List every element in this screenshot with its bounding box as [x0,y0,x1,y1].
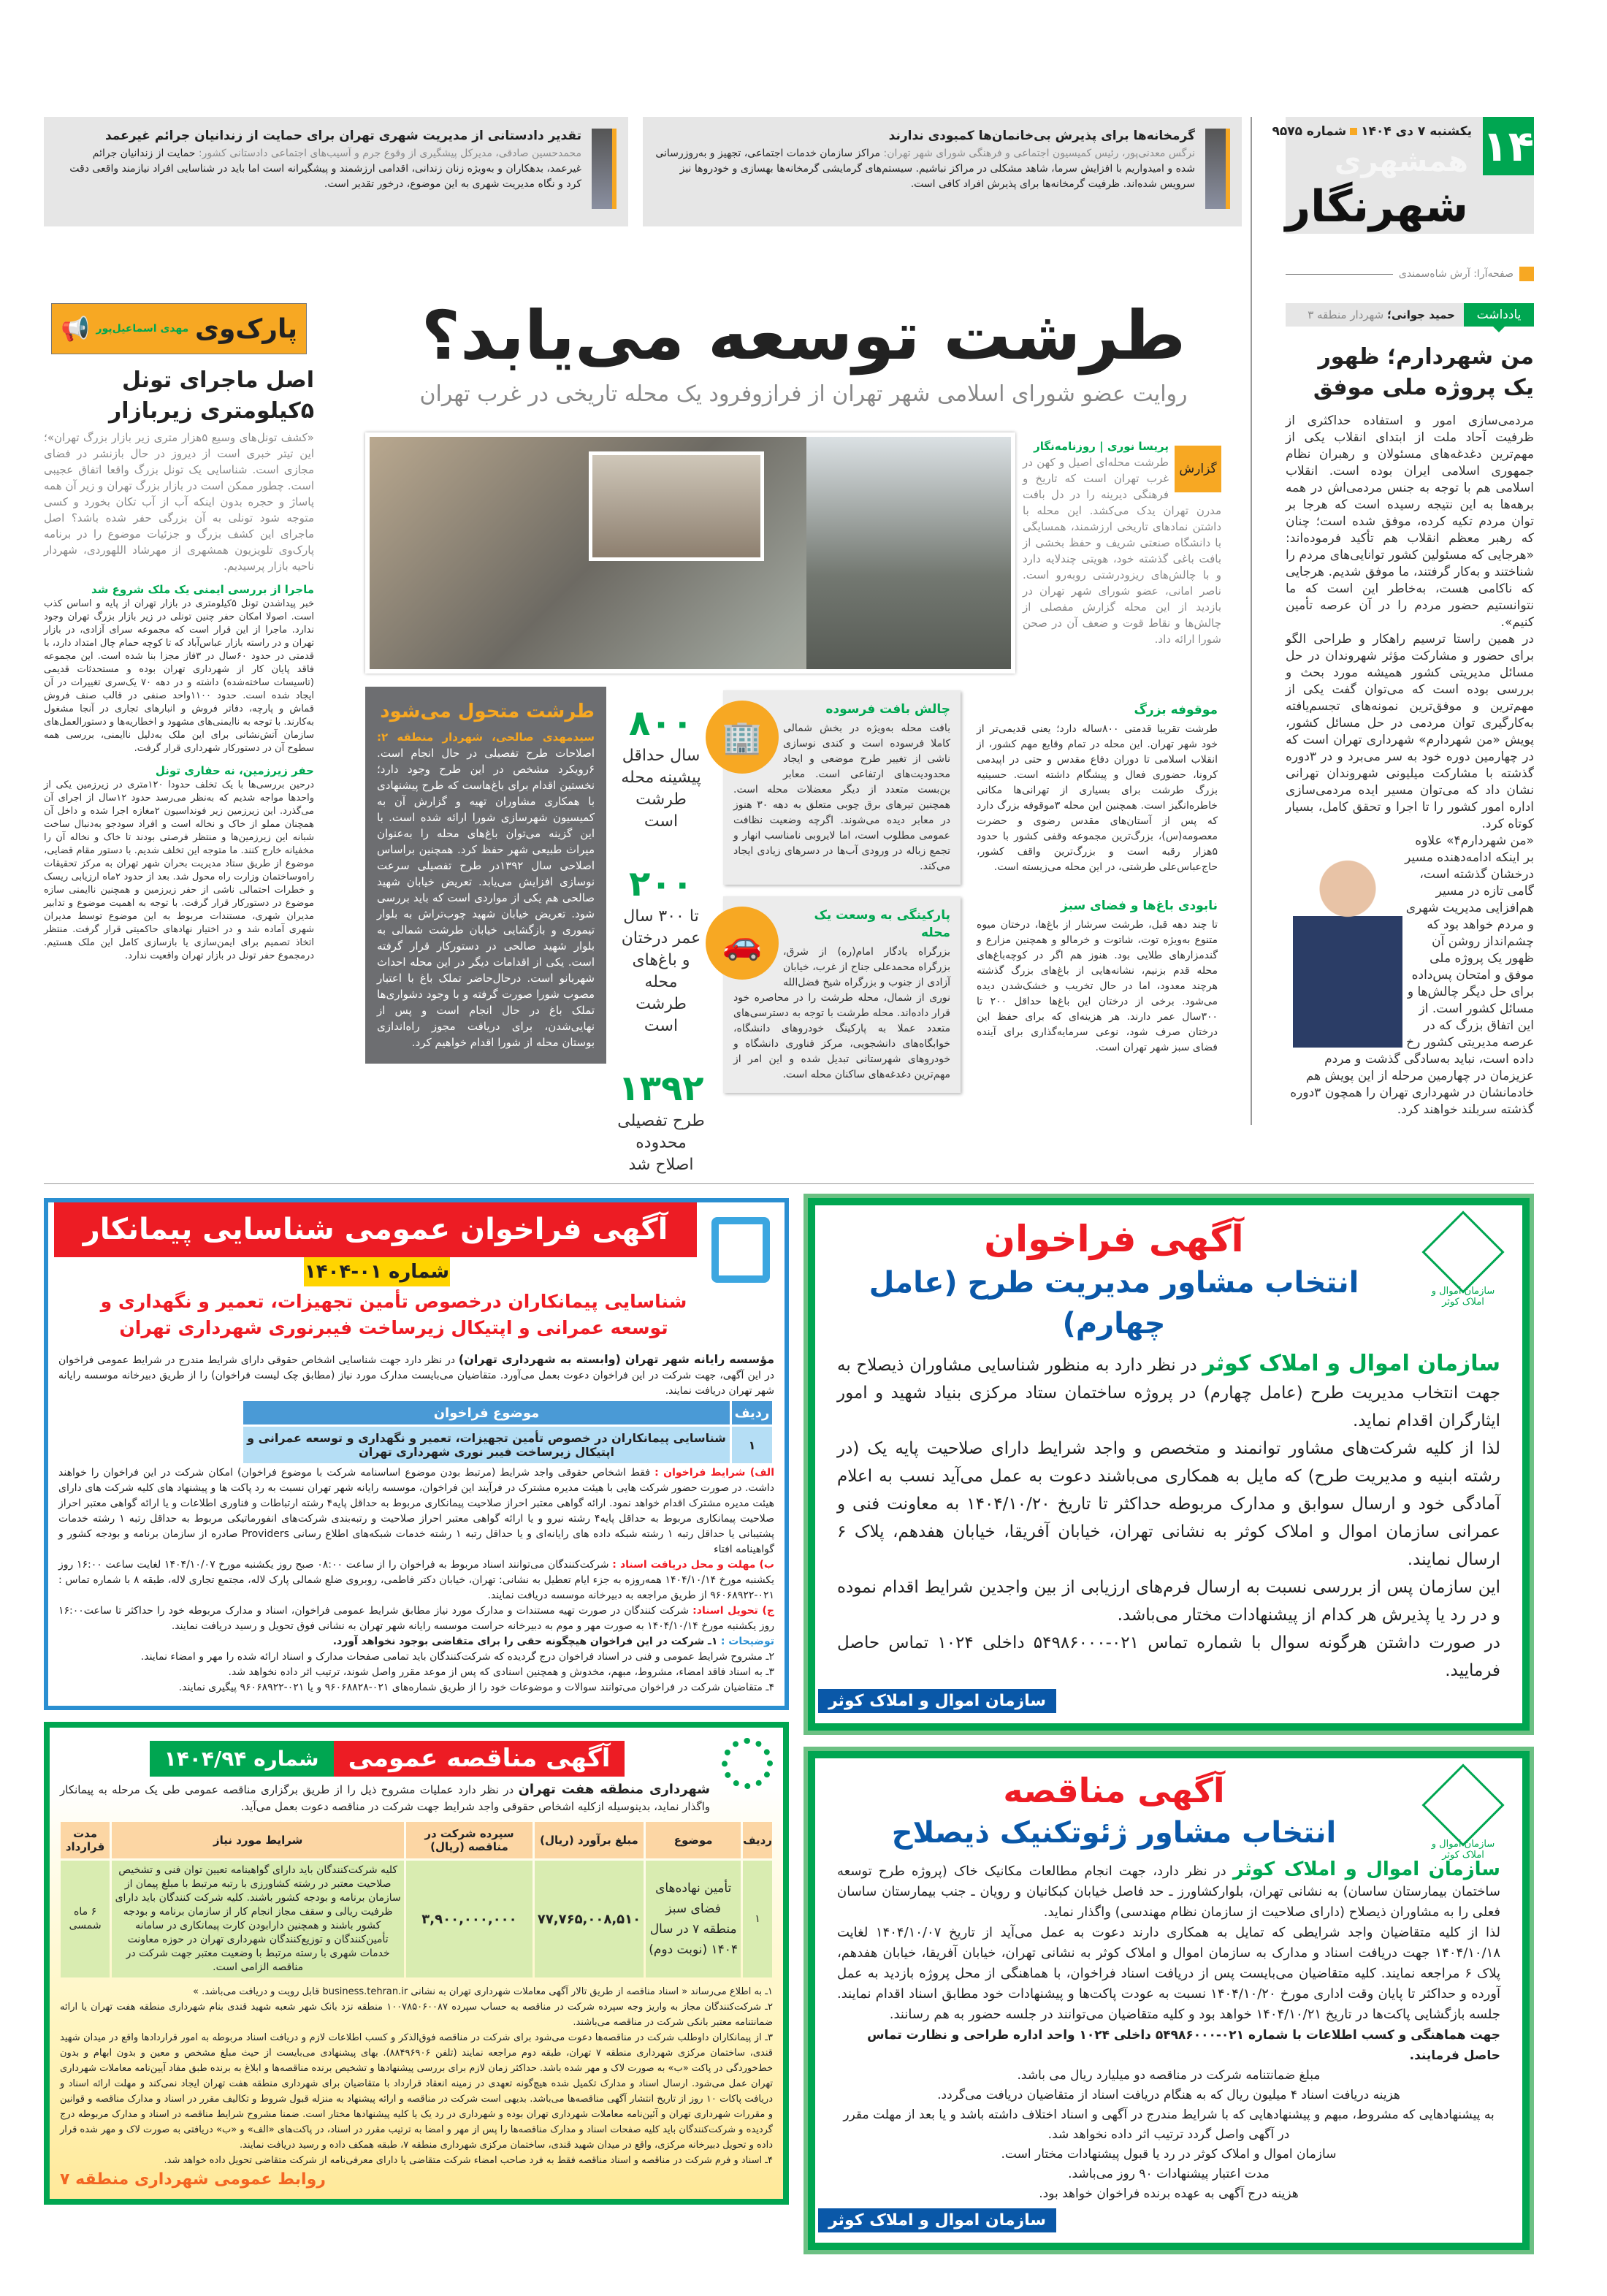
page-number: ۱۴ [1483,117,1534,175]
blurb-lead: محمدحسین صادقی، مدیرکل پیشگیری از وقوع جرم و آسیب‌های اجتماعی دادستانی کشور: [198,148,581,159]
panel-title: پارکینگی به وسعت یک محله [814,908,950,940]
note-paragraph: «من شهردارم۴» علاوه بر اینکه ادامه‌دهنده مسیر درخشان گذشته است، گامی تازه در مسیر هم‌افزایی مدیریت شهری و مردم خواهد بود که چشم‌انداز روشن آن ظهور یک پروژه ملی موفق و امتحان پس‌داده برای حل دیگر چالش‌ها و مسائل کشور است. از این اتفاق بزرگ که در عرصه مدیریتی کشور رخ داده است، نباید به‌سادگی گذشت و مردم عزیزمان در چهارمین مرحله از این پویش هم خادمانشان در شهرداری تهران را همچون ۳دوره گذشته سربلند خواهند کرد. [1290,834,1534,1117]
stat-item [617,1067,705,1176]
stat-label: طرح تفصیلی محدوده اصلاح شد [617,1112,705,1174]
ad-rayaneh [44,1198,789,1710]
ad-number: شماره ۰۱-۱۴۰۴ [304,1257,450,1286]
table-cell: شناسایی پیمانکاران در خصوص تأمین تجهیزات، تعمیر و نگهداری و توسعه عمرانی و اپتیکال زیرساخت فیبر نوری شهرداری تهران [243,1427,730,1463]
parkway-title: اصل ماجرای تونل ۵کیلومتری زیربازار [108,367,314,424]
layout-credit-text: صفحه‌آرا: آرش شاه‌سمندی [1398,268,1514,280]
ad-title: آگهی فراخوان عمومی شناسایی پیمانکار [54,1202,697,1257]
blurb-lead: نرگس معدنی‌پور، رئیس کمیسیون اجتماعی و فرهنگی شورای شهر تهران: [883,148,1195,159]
ads-left-column [44,1198,789,2205]
panels-column [723,690,961,1093]
stat-item [617,701,705,833]
ad-org: سازمان اموال و املاک کوثر [1202,1351,1501,1376]
note-item: ۴ـ اسناد و فرم شرکت در مناقصه و اسناد مناقصه فقط به فرد صاحب امضاء شرکت متقاضی یا دارای معرفی‌نامه از شرکت متقاضی تحویل داده خواهد شد. [164,2155,773,2166]
note-item: ۴ـ متقاضیان شرکت در فراخوان می‌توانند سوالات و موضوعات خود را از طریق شماره‌های ۰۲۱-۹۶۰۶۸۸۲۸ و یا ۰۲۱-۹۶۰۶۸۹۲۲ پیگیری نمایند. [178,1682,774,1693]
section-title: نابودی باغ‌ها و فضای سبز [1061,899,1218,913]
logo-text: سازمان اموال و املاک کوثر [1431,1286,1495,1308]
ad-paragraph: این سازمان پس از بررسی نسبت به ارسال فرم‌های ارزیابی از بین واجدین شرایط اقدام نموده و در رد یا پذیرش هر کدام از پیشنهادات مختار می‌باشد. [837,1578,1500,1625]
cond-label: ب) مهلت و محل دریافت اسناد : [612,1559,774,1571]
emblem-icon [1421,1210,1504,1293]
ad-line: به پیشنهادهایی که مشروط، مبهم و پیشنهادهایی که با شرایط مندرج در آگهی و اسناد اختلاف داشته باشد و یا بعد از مهلت مقرر در آگهی واصل گردد ترتیب اثر داده نخواهد شد. [843,2108,1495,2142]
panel-worn-fabric [723,690,961,885]
note-paragraph: مردمی‌سازی امور و استفاده حداکثری از ظرفیت آحاد ملت از ابتدای انقلاب یکی از مهم‌ترین دغدغه‌های مسئولان و رهبران نظام جمهوری اسلامی ایران بوده است. انقلاب اسلامی هم با توجه به جنس مردمی‌اش در همه برهه‌ها به این نتیجه رسیده است که هرجا بر توان مردم تکیه کرده، موفق شده است؛ چنان که رهبر معظم انقلاب هم تأکید فرموده‌اند: «هرجایی که مسئولین کشور توانایی‌های مردم را شناختند و به‌کار گرفتند، ما موفق شدیم. هرجایی که ناکامی هست، به‌خاطر این است که ما نتوانستیم حضور مردم را در آن عرصه تأمین کنیم». [1286,413,1534,630]
ad-subtitle: شناسایی پیمانکاران درخصوص تأمین تجهیزات، تعمیر و نگهداری و توسعه عمرانی و اپتیکال زیرساخت فیبرنوری شهرداری تهران [100,1291,687,1338]
ad-intro: در نظر دارد جهت شناسایی اشخاص حقوقی دارای شرایط مندرج در شرایط عمومی فراخوان در این آگهی، جهت شرکت در این فراخوان دعوت بعمل می‌آورد. متقاضیان می‌بایست مدارک مورد نیاز (مطابق چک لیست فراخوان) را از طریق دبیرخانه موسسه رایانه شهر تهران دریافت نمایند. [58,1354,774,1397]
cond-label: ج) تحویل اسناد: [692,1605,775,1617]
table-cell: ۶ ماه شمسی [61,1861,110,1977]
table-cell: کلیه شرکت‌کنندگان باید دارای گواهینامه تعیین توان فنی و تشخیص صلاحیت معتبر در رشته کشاورزی با رتبه مرتبط با مبلغ پیمان از سازمان برنامه و بودجه کشور باشند. کلیه شرکت کنندگان باید دارای ظرفیت ریالی و سقف مجاز انجام کار از سازمان برنامه و بودجه کشور باشند و همچنین دارابودن کارت پیمانکاری در سامانه تأمین‌کنندگان و توزیع‌کنندگان شهرداری تهران در حوزه معاونت خدمات شهری با رسته مرتبط با وضعیت معتبر جهت شرکت در مناقصه الزامی است. [112,1861,404,1977]
section-endowment [977,701,1218,875]
table-header: ردیف [743,1822,772,1858]
logo-text: سازمان اموال و املاک کوثر [1431,1839,1495,1861]
byline: پریسا نوری | روزنامه‌نگار [1034,440,1169,453]
date: یکشنبه ۷ دی ۱۴۰۴ [1361,124,1472,139]
section-gardens [977,897,1218,1056]
street-photo [806,437,1011,669]
sidebar-title: طرشت متحول می‌شود [380,701,595,722]
intro-text: طرشت محله‌ای اصیل و کهن در غرب تهران است که تاریخ و فرهنگی دیرینه را در دل بافت مدرن تهران یدک می‌کشد. این محله با داشتن نمادهای تاریخی ارزشمند، همسایگی با دانشگاه صنعتی شریف و حفظ بخشی از بافت باغی گذشته خود، هویتی چندلایه دارد و با چالش‌های ریزودرشتی روبه‌رو است. ناصر امانی، عضو شورای شهر تهران در بازدید از این محله گزارش مفصلی از چالش‌ها و نقاط قوت و ضعف آن در صحن شورا ارائه داد. [1023,456,1221,646]
note-item: ۳ـ از پیمانکاران داوطلب شرکت در مناقصه‌ها دعوت می‌شود برای شرکت در مناقصه فوق‌الذکر و کسب اطلاعات لازم و دریافت اسناد مربوطه به امور قراردادها واقع در میدان شهید قندی، ساختمان مرکزی شهرداری منطقه ۷ تهران، طبقه دوم مراجعه نمایند (تلفن ۸۸۴۹۶۹۰۶). بهای پیشنهادی می‌بایست از حیث مبلغ مشخص و معین و بدون ابهام و بدون خط‌خوردگی در پاکت «ب» به صورت لاک و مهر شده باشد. حداکثر زمان لازم برای بررسی پیشنهادها و تشخیص برنده مناقصه‌ها و ابلاغ به برنده طبق مفاد آیین‌نامه معاملات شهرداری تهران عمل می‌شود. ارسال اسناد و مدارک تکمیل شده هیچ‌گونه تعهدی در زمینه انعقاد قرارداد با متقاضیان برای شهرداری منطقه هفت تهران ایجاد نمی‌کند و مهلت ارائه اسناد و دریافت پاکات ۱۰ روز از تاریخ انتشار آگهی مناقصه‌ها می‌باشد. بدیهی است شرکت در مناقصه و ارائه پیشنهاد به منزله قبول شروط و تکالیف مقرر در اسناد و مدارک مناقصه و قوانین و مقررات شهرداری تهران و آئین‌نامه معاملات شهرداری تهران بوده و شهرداری در رد یک یا کلیه پیشنهادها مختار است. ضمنا مشروح شرایط مناقصه در اسناد و مدارک مربوطه درج گردیده و شرکت‌کنندگان باید کلیه صفحات اسناد و مدارک مناقصه‌ها را پس از مهر و امضا به ترتیب مقرر در اسناد، در پاکت‌های «الف» و «ب» دریافتی به صورت لاک و مهر شده قرار داده و تحویل دبیرخانه مرکزی، واقع در میدان شهید قندی، ساختمان مرکزی شهرداری منطقه ۷، طبقه همکف داده و رسید دریافت نمایند. [60,2032,773,2151]
parkway-text: خبر پیداشدن تونل ۵کیلومتری در بازار تهران از پایه و اساس کذب است. اصولا امکان حفر چنین تونلی در زیر بازار بزرگ تهران وجود ندارد. ماجرا از این قرار است که مجموعه سرای آزادی، در بازار تهران و در راسته بازار عباس‌آباد که تا کوچه حمام چال امتداد دارد، با قدمتی در حدود ۶۰سال در ۳فاز مجزا بنا شده است. این مجموعه فاقد پایان کار از شهرداری تهران بوده و مستحدثات قدیمی (تاسیسات ساخته‌شده) داشته و در دهه ۷۰ یک‌سری تغییرات در آن ایجاد شده است. حدود ۱۱۰۰واحد صنفی در قالب صنف فروش قماش و پارچه، دفاتر فروش و انبارهای تجاری در آنجا مشغول به‌کارند. با توجه به ناایمنی‌های مشهود و اخطاریه‌ها و دستورالعمل‌های سازمان آتش‌نشانی برای این ملک به‌دلیل ناایمنی، بررسی همه سطوح آن در دستورکار شهرداری قرار گرفت. [44,598,314,754]
supplement-logo: همشهری [1334,145,1468,178]
stat-number: ۱۳۹۲ [618,1068,704,1109]
note-item: ۲ـ مشروح شرایط عمومی و فنی در اسناد فراخوان درج گردیده که شرکت‌کنندگان باید تمامی صفحات مدارک و اسناد ارائه شده را مهر و امضاء نمایند. [140,1651,774,1663]
stat-number: ۲۰۰ [629,863,693,904]
ad-org: سازمان اموال و املاک کوثر [1232,1858,1501,1880]
note-body [1286,413,1534,1118]
stat-label: سال حداقل پیشینه محله طرشت است [621,747,701,831]
ad-paragraph: در نظر دارد، جهت انجام مطالعات مکانیک خاک (پروژه طرح توسعه ساختمان بیمارستان ساسان) به نشانی تهران، بلوارکشاورز ـ حد فاصل خیابان کبکانیان و رویان ـ جنب بیمارستان ساسان فعلی را به مشاوران ذیصلاح (دارای صلاحیت از سازمان نظام مهندسی) واگذار نماید. [837,1864,1500,1920]
cond-text: شرکت کنندگان در صورت تهیه مستندات و مدارک مورد نیاز مطابق شرایط عمومی فراخوان، اسناد و مدارک مربوطه خود را حداکثر تا ساعت۱۶:۰۰ روز یکشنبه مورخ ۱۴۰۴/۱۰/۱۴ به صورت مهر و موم به دبیرخانه حراست موسسه رایانه شهر تهران به نشانی فوق تحویل و رسید دریافت نمایند. [58,1605,774,1632]
kowsar-logo [1423,1223,1503,1308]
blurb-text: مراکز سازمان خدمات اجتماعی، تجهیز و به‌روزرسانی شده و امیدواریم با افزایش سرما، شاهد مشکلی در مراکز نباشیم. سیستم‌های گرمایشی گرمخانه‌ها بهسازی و خودروها نیز سرویس شده‌اند. ظرفیت گرمخانه‌ها برای پذیرش افراد کافی است. [655,148,1195,190]
separator-icon [1350,128,1357,135]
ad-paragraph: لذا از کلیه شرکت‌های مشاور توانمند و متخصص و واجد شرایط دارای صلاحیت پایه یک (در رشته ابنیه و مدیریت طرح) که مایل به همکاری می‌باشند دعوت به عمل می‌آید نسب به اعلام آمادگی خود و ارسال سوابق و مدارک مربوطه حداکثر تا تاریخ ۱۴۰۴/۱۰/۲۰ به معاونت فنی و عمرانی سازمان اموال و املاک کوثر به نشانی تهران، خیابان آفریقا، خیابان هفدهم، پلاک ۶ ارسال نمایند. [837,1439,1500,1569]
ad-paragraph: در نظر دارد به منظور شناسایی مشاوران ذیصلاح به جهت انتخاب مدیریت طرح (عامل چهارم) در پروژه ساختمان ستاد مرکزی بنیاد شهید و امور ایثارگران اقدام نماید. [837,1356,1500,1430]
ad-line: مبلغ ضمانتنامه شرکت در مناقصه دو میلیارد ریال می باشد. [1017,2068,1321,2083]
note-item: ۳ـ به اسناد فاقد امضاء، مشروط، مبهم، مخدوش و همچنین اسنادی که پس از موعد مقرر واصل شوند، ترتیب اثر داده نخواهد شد. [228,1666,774,1678]
stat-item [617,862,705,1037]
panel-parking [723,896,961,1093]
blurb-shelters [643,117,1242,226]
ads-right-column [808,1198,1530,2250]
ad-line: مدت اعتبار پیشنهادات ۹۰ روز می‌باشد. [1068,2167,1270,2181]
inset-photo [589,451,764,561]
section-logo: شهرنگار [1285,181,1468,232]
column-divider [1251,117,1252,1125]
parkway-body [44,430,314,963]
ad-intro: در نظر دارد عملیات مشروح ذیل را از طریق برگزاری مناقصه عمومی طی یک مرحله به پیمانکار واگذار نماید، بدینوسیله ازکلیه اشخاص حقوقی واجد شرایط جهت شرکت در مناقصه دعوت بعمل می‌آید. [60,1783,710,1813]
cond-text: شرکت‌کنندگان می‌توانند اسناد مربوط به فراخوان را از ساعت ۰۸:۰۰ صبح روز یکشنبه مورخ ۱۴۰۴/۱۰/۰۷ لغایت ساعت ۱۶:۰۰ روز یکشنبه مورخ ۱۴۰۴/۱۰/۱۴ همه‌روزه به جزء ایام تعطیل به نشانی: تهران، خیابان دکتر فاطمی، روبروی ضلع شمالی پارک لاله، مجتمع تجاری لاله، طبقه ۸ با شماره تماس : ۰۲۱-۹۶۰۶۸۹۲۲ از طریق مراجعه به دبیرخانه موسسه دریافت نمایند. [58,1559,774,1601]
square-icon [1519,267,1534,281]
blurb-text: حمایت از زندانیان جرائم غیرعمد، بدهکاران و به‌ویژه زنان زندانی، اقدامی ارزشمند و پیشگیرانه است اما باید در شناسایی افراد نیازمند واقعی دقت کرد و نگاه مدیریت شهری به این موضوع، درخور تقدیر است. [69,148,581,190]
ad-org: مؤسسه رایانه شهر تهران (وابسته به شهرداری تهران) [458,1352,775,1366]
table-header: سپرده شرکت در مناقصه (ریال) [406,1822,533,1858]
blurb-title: تقدیر دادستانی از مدیریت شهری تهران برای حمایت از زندانیان جرائم غیرعمد [104,129,581,143]
table-cell: ۷۷,۷۶۵,۰۰۸,۵۱۰ [535,1861,644,1977]
ad-title: آگهی فراخوان [984,1218,1244,1260]
ad-tender-region7 [44,1722,789,2205]
notes-label: توضیحات : [720,1636,774,1647]
note-item: ۱ـ شرکت در این فراخوان هیچگونه حقی را برای متقاضی بوجود نخواهد آورد. [332,1636,718,1647]
ad-kowsar-geotechnical [808,1751,1530,2250]
divider [44,1183,1534,1184]
mayor-photo [1293,836,1402,1048]
parkway-intro: «کشف تونل‌های وسیع ۵هزار متری زیر بازار بزرگ تهران»؛ این تیتر خبری است از دیروز در حال بازنشر در فضای مجازی است. شناسایی یک تونل بزرگ واقعا اتفاق عجیبی است. چطور ممکن است در بازار بزرگ تهران و زیر آن همه پاساژ و حجره بدون اینکه آب از آب تکان بخورد و کسی متوجه شود تونلی به آن بزرگی حفر شده باشد؟ اصل ماجرای این کشف بزرگ و جزئیات موضوع را در برنامه پارک‌وی تلویزیون همشهری از مهرشاد اللهوردی، شهردار ناحیه بازار پرسیدیم. [44,431,314,573]
parkway-logo [51,303,307,354]
ad-signature: روابط عمومی شهرداری منطقه ۷ [60,2170,326,2189]
table-header: شرایط مورد نیاز [112,1822,404,1858]
main-headline: طرشت توسعه می‌یابد؟ [421,297,1186,375]
parking-car-icon: 🚗 [706,907,779,980]
parkway-logo-text: پارک‌وی [195,313,297,344]
issue-number: شماره ۹۵۷۵ [1272,124,1347,139]
section-text: طرشت تقریبا قدمتی ۸۰۰ساله دارد؛ یعنی قدیمی‌تر از خود شهر تهران. این محله در تمام وقایع مهم کشور، از انقلاب اسلامی تا دوران دفاع مقدس و حتی در اپیدمی کرونا، حضوری فعال و پیشگام داشته است. حسینیه بزرگ طرشت برای بسیاری از تهرانی‌ها مکانی خاطره‌انگیز است. همچنین این محله ۳موقوفه بزرگ دارد که پس از آستان‌های مقدس رضوی و حضرت معصومه(س)، بزرگ‌ترین مجموعه وقفی کشور با حدود ۵هزار رقبه است و بزرگ‌ترین واقف کشور، حاج‌عباس‌علی طرشتی، در این محله می‌زیسته است. [977,723,1218,873]
table-header: موضوع فراخوان [243,1401,730,1424]
note-item: ۲ـ شرکت‌کنندگان مجاز به واریز وجه سپرده شرکت در مناقصه به حساب سپرده ۱۰۰۷۸۵۰۶۰۰۸۷ منطقه نزد بانک شهر شعبه شهید قندی بنام شهرداری منطقه هفت تهران یا ارائه ضمانتنامه معتبر بانکی شرکت در مناقصه می‌باشند. [60,2002,774,2028]
table-header: مدت قرارداد [61,1822,110,1858]
tehran-municipality-logo [722,1738,773,1789]
emblem-icon [1421,1763,1504,1846]
note-role: شهردار منطقه ۳ [1308,308,1384,321]
portrait-photo [592,129,617,209]
parkway-subhead: ماجرا از بررسی ایمنی یک ملک شروع شد [91,583,314,596]
ad-org: شهرداری منطقه هفت تهران [518,1782,710,1797]
sidebar-text: اصلاحات طرح تفصیلی در حال انجام است. ۶رویکرد مشخص در این طرح وجود دارد؛ نخستین اقدام برای باغ‌هاست که طرح پیشنهادی با همکاری مشاوران تهیه و گزارش آن به کمیسیون شهرسازی شورا ارائه شده است. با این گزینه می‌توان باغ‌های محله را به‌عنوان میراث طبیعی شهر حفظ کرد. همچنین براساس اصلاحی سال ۱۳۹۲در طرح تفصیلی سرعت نوسازی افزایش می‌یابد. تعریض خیابان شهید صالحی هم یکی از مواردی است که باید بررسی شود. تعریض خیابان شهید چوب‌تراش به بلوار تیموری و بازگشایی خیابان طرشت شمالی به بلوار شهید صالحی در دستورکار قرار گرفته است. یکی از اقدامات دیگر در این محله احداث شهربانو است. درحال‌حاضر تملک باغ با اعتبار مصوب شورا صورت گرفته و با وجود دشواری‌ها تملک باغ در حال انجام است و پس از نهایی‌شدن، برای دریافت مجوز راه‌اندازی بوستان محله از شورا اقدام خواهیم کرد. [377,747,595,1049]
sections-column [977,701,1218,1056]
note-header [1286,303,1534,327]
building-icon: 🏢 [706,701,779,774]
ad-paragraph: در صورت داشتن هرگونه سوال با شماره تماس ۰۲۱-۵۴۹۸۶۰۰۰ داخلی ۱۰۲۴ تماس حاصل فرمایید. [837,1633,1500,1680]
parkway-author: مهدی اسماعیل‌پور [96,323,189,335]
parkway-subhead: حفر زیرزمین، نه حفاری تونل [155,764,314,777]
ad-line: سازمان اموال و املاک کوثر در رد یا قبول پیشنهادات مختار است. [1001,2147,1337,2162]
parkway-text: درحین بررسی‌ها با یک تخلف حدودا ۱۲۰متری در زیرزمین یکی از واحدها مواجه شدیم که به‌نظر می‌رسد حدود ۱۲سال از اجرای آن می‌گذرد. این زیرزمین زیر فونداسیون ۲مغازه اجرا شده و داخل آن همچنان مملو از خاک و نخاله است و افراد سودجو به‌دنبال ساخت شبانه این زیرزمین‌ها و منتظر فرصتی بودند تا خاک و نخاله آن را مخفیانه خارج کنند. ما متوجه این تخلف شدیم. با دستور مقام قضایی، موضوع از طریق ستاد مدیریت بحران شهر تهران به مرکز تحقیقات راه‌وساختمان وزارت راه محول شد. بعد از حدود ۲ماه ارزیابی ریسک و خطرات احتمالی ناشی از حفر زیرزمین و همچنین ناایمنی سازه موضوع در دستورکار قرار گرفت. با توجه به اهمیت موضوع و تدابیر مدیران شهری، مستندات مربوط به این موضوع توسط مدیران شهری آماده شد و در اختیار نهادهای حاکمیتی قرار گرفت. منتظر اتخاذ تصمیم برای ایمن‌سازی یا بازسازی کامل این ملک هستیم. درمجموع حفر تونل در بازار تهران واقعیت ندارد. [44,779,315,961]
layout-credit [1286,267,1534,281]
note-author: حمید جوانی؛ [1386,308,1455,321]
table-row [243,1427,772,1463]
blurb-prosecutor [44,117,628,226]
portrait-photo [1205,129,1230,209]
report-intro [1023,438,1221,647]
stat-number: ۸۰۰ [629,703,693,744]
ad-line: هزینه دریافت اسناد ۴ میلیون ریال که به هنگام دریافت اسناد از متقاضیان دریافت می‌گردد. [937,2088,1400,2102]
sidebar-lead: سیدمهدی صالحی، شهردار منطقه ۲: [377,731,595,744]
note-paragraph: در همین راستا ترسیم راهکار و طراحی الگو برای حضور و مشارکت مؤثر شهروندان در حل مسائل مدیریتی کشور همیشه مورد بحث و بررسی بوده است که می‌توان گفت یکی از مهم‌ترین و موفق‌ترین نمونه‌های تجسم‌یافته به‌کارگیری توان مردمی در حل مسائل کشور، پویش «من شهردارم» شهرداری تهران است که در چهارمین دوره خود به سر می‌برد و در ۳دوره گذشته با مشارکت میلیونی شهروندان تهرانی نشان داد که می‌توان مسیر ایده مردمی‌سازی اداره امور کشور را تا اجرا و تحقق کامل، بسیار کوتاه کرد. [1286,632,1534,831]
ad-signature: سازمان اموال و املاک کوثر [818,2208,1056,2232]
panel-title: چالش بافت فرسوده [825,702,950,717]
note-tag: یادداشت [1464,303,1534,327]
panel-text: بافت محله به‌ویژه در بخش شمالی کاملا فرسوده است و کندی نوسازی ناشی از تغییر طرح موضعی و ایجاد محدودیت‌های ارتفاعی است. معابر بن‌بست متعدد از دیگر معضلات محله است. همچنین تیرهای برق چوبی متعلق به دهه ۳۰ هنوز در معابر دیده می‌شوند. اگرچه وضعیت نظافت عمومی مطلوب است، اما لایروبی نامناسب انهار و تجمع زباله در ورودی آب‌ها در دسرهای زیادی ایجاد می‌کند. [733,722,950,872]
cond-label: الف) شرایط فراخوان : [654,1467,774,1479]
table-cell: ۱ [743,1861,772,1977]
ad-contact: جهت هماهنگی و کسب اطلاعات با شماره ۰۲۱-۵۴۹۸۶۰۰۰ داخلی ۱۰۲۴ واحد اداره طراحی و نظارت تماس حاصل فرمایند. [867,2028,1500,2063]
kowsar-logo [1423,1776,1503,1861]
stats-column [617,701,705,1176]
main-subhead: روایت عضو شورای اسلامی شهر تهران از فرازوفرود یک محله تاریخی در غرب تهران [419,381,1188,407]
divider [1286,274,1393,275]
rayaneh-logo-icon [711,1217,770,1283]
ad-number: شماره ۱۴۰۴/۹۴ [150,1741,334,1777]
section-text: تا چند دهه قبل، طرشت سرشار از باغ‌ها، درختان میوه متنوع به‌ویژه توت، شاتوت و خرمالو و همچنین مزارع و گندمزارهای طلایی بود. هنوز هم اگر در کوچه‌باغ‌های محله قدم بزنیم، نشانه‌هایی از باغ‌های بزرگ گذشته هرچند معدود، اما در حال تخریب و خشک‌شدن دیده می‌شود. برخی از درختان این باغ‌ها حداقل ۲۰۰ تا ۳۰۰سال عمر دارند. هر هزینه‌ای که برای حفظ این درختان صرف شود، نوعی سرمایه‌گذاری برای آینده فضای سبز شهر تهران است. [977,919,1218,1053]
ad-title: آگهی مناقصه عمومی [334,1741,625,1777]
ad-subtitle: انتخاب مشاور مدیریت طرح (عامل چهارم) [869,1266,1359,1340]
table-header: ردیف [732,1401,772,1424]
note-title: من شهردارم؛ ظهور یک پروژه ملی موفق [1313,344,1534,400]
blurb-title: گرمخانه‌ها برای پذیرش بی‌خانمان‌ها کمبودی ندارند [888,129,1195,143]
dateline [1272,123,1472,140]
note-item: ۱ـ به اطلاع می‌رساند « اسناد مناقصه از طریق تالار آگهی معاملات شهرداری تهران به نشانی business.tehran.ir قابل رویت و دریافت می‌باشد. » [192,1986,773,1997]
ad-table [58,1820,774,1980]
table-header: موضوع [646,1822,741,1858]
ad-table [241,1399,774,1465]
section-title: موقوفه بزرگ [1134,703,1218,717]
table-cell: ۳,۹۰۰,۰۰۰,۰۰۰ [406,1861,533,1977]
neighborhood-photo [365,432,1015,674]
ad-paragraph: لذا از کلیه متقاضیان واجد شرایطی که تمایل به همکاری دارند دعوت به عمل می‌آید از تاریخ ۱۴۰۴/۱۰/۰۷ لغایت ۱۴۰۴/۱۰/۱۸ جهت دریافت اسناد و مدارک به سازمان اموال و املاک کوثر به نشانی تهران، خیابان آفریقا، خیابان هفدهم، پلاک ۶ مراجعه نمایند. کلیه متقاضیان می‌بایست پس از دریافت اسناد فراخوان، با هماهنگی از محل پروژه بازدید به عمل آورده و حداکثر تا پایان وقت اداری مورخ ۱۴۰۴/۱۰/۲۰ نسبت به عودت پاکت‌ها و پیشنهادات خود مطابق اسناد اقدام نمایند. جلسه بازگشایی پاکت‌ها در تاریخ ۱۴۰۴/۱۰/۲۱ خواهد بود و کلیه متقاضیان می‌توانند در جلسه حضور به هم رسانند. [837,1925,1500,2022]
ad-title: آگهی مناقصه [1003,1771,1225,1810]
table-header: مبلغ برآورد (ریال) [535,1822,644,1858]
ad-line: هزینه درج آگهی به عهده برنده فراخوان خواهد بود. [1039,2186,1299,2201]
stat-label: تا ۳۰۰ سال عمر درختان و باغ‌های محله طرشت است [621,907,701,1035]
cond-text: فقط اشخاص حقوقی واجد شرایط (مرتبط بودن موضوع اساسنامه شرکت با موضوع فراخوان) امکان شرکت در این فراخوان را خواهند داشت. در صورت حضور شرکت هایی با هیئت مدیره مشترک در فرآیند این فراخوان، موسسه رایانه شهر تهران نسبت به رد پاکت ها و پیشنهاد های کلیه شرکت های دارای هیئت مدیره مشترک اقدام خواهد نمود. ارائه گواهی معتبر احراز صلاحیت پیمانکاری مربوط به حداقل پایه۴ رشته ارتباطات و فناوری اطلاعات و یا ارائه گواهی معتبر احراز صلاحیت پیمانکاری مربوط به حداقل پایه۴ رشته نیرو و یا ارائه گواهی معتبر احراز صلاحیت و رتبه‌بندی شرکت‌های انفورماتیکی مربوط به حداقل رتبه ۱ رشته خدمات پشتیبانی یا حداقل رتبه ۱ رشته شبکه داده های رایانه‌ای و یا حداقل رتبه ۱ رشته خدمات شبکه‌های اطلاع رسانی Providers صادره از سازمان برنامه و بودجه کشور و گواهینامه افتاء [58,1467,774,1555]
table-row [61,1861,772,1977]
report-tag: گزارش [1175,446,1221,492]
ad-signature: سازمان اموال و املاک کوثر [818,1689,1056,1713]
panel-text: بزرگراه یادگار امام(ره) از شرق، بزرگراه محمدعلی جناح از غرب، خیابان آزادی از جنوب و بزرگراه شیخ فضل‌الله نوری از شمال، محله طرشت را در محاصره خود قرار داده‌اند. محله طرشت با توجه به دسترسی‌های متعدد عملا به پارکینگ خودروهای دانشگاه، خوابگاه‌های دانشجویی، مرکز فناوری دانشگاه و خودروهای شهرستانی تبدیل شده و این امر از مهم‌ترین دغدغه‌های ساکنان محله است. [733,946,950,1080]
ad-kowsar-consultant [808,1198,1530,1731]
table-cell: ۱ [732,1427,772,1463]
gray-sidebar [365,687,606,1064]
megaphone-icon: 📢 [61,315,90,343]
ad-subtitle: انتخاب مشاور ژئوتکنیک ذیصلاح [891,1816,1337,1850]
table-cell: تأمین نهاده‌های فضای سبز منطقه ۷ در سال ۱۴۰۴ (نوبت دوم) [646,1861,741,1977]
